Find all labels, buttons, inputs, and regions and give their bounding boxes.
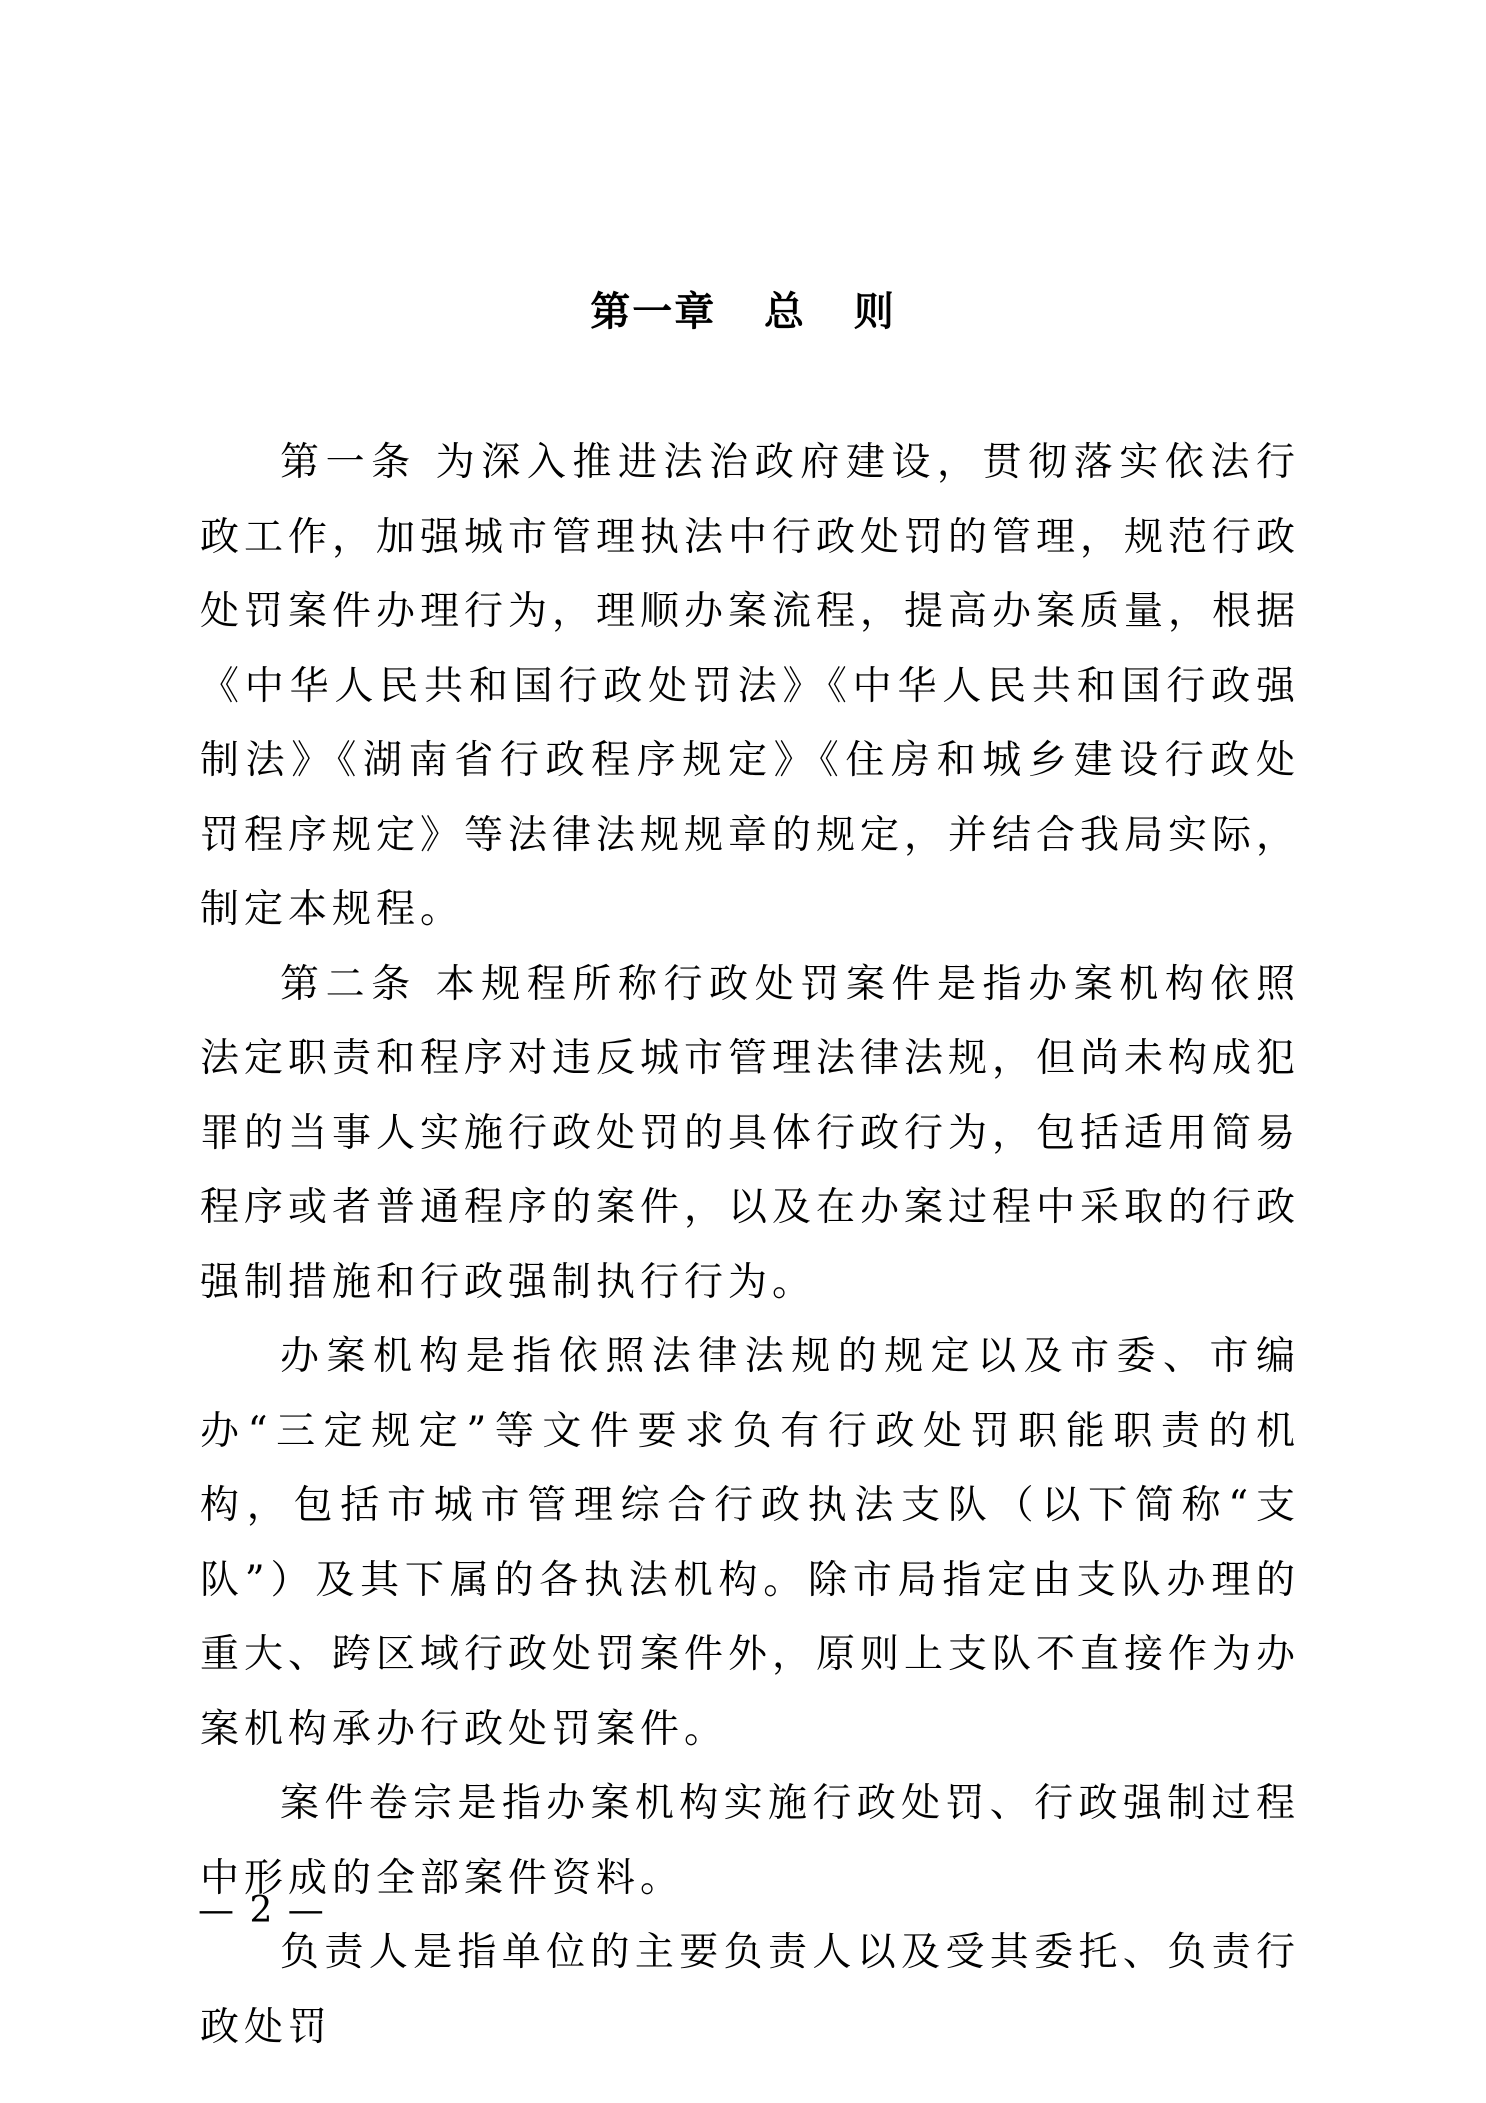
body-text: [200, 426, 1300, 2065]
paragraph-responsible-person: 负责人是指单位的主要负责人以及受其委托、负责行政处罚: [200, 1930, 1300, 2050]
paragraph-case-file: 案件卷宗是指办案机构实施行政处罚、行政强制过程中形成的全部案件资料。: [200, 1781, 1300, 1901]
chapter-title: 第一章 总 则: [590, 288, 896, 335]
paragraph-article-1: 第一条 为深入推进法治政府建设，贯彻落实依法行政工作，加强城市管理执法中行政处罚的管理，规范行政处罚案件办理行为，理顺办案流程，提高办案质量，根据《中华人民共和国行政处罚法》《中华人民共和国行政强制法》《湖南省行政程序规定》《住房和城乡建设行政处罚程序规定》等法律法规规章的规定，并结合我局实际，制定本规程。: [200, 440, 1301, 932]
page-number: — 2 —: [198, 1890, 326, 1931]
paragraph-handling-agency: 办案机构是指依照法律法规的规定以及市委、市编办“三定规定”等文件要求负有行政处罚职能职责的机构，包括市城市管理综合行政执法支队（以下简称“支队”）及其下属的各执法机构。除市局指定由支队办理的重大、跨区域行政处罚案件外，原则上支队不直接作为办案机构承办行政处罚案件。: [200, 1334, 1301, 1752]
paragraph-article-2: 第二条 本规程所称行政处罚案件是指办案机构依照法定职责和程序对违反城市管理法律法规，但尚未构成犯罪的当事人实施行政处罚的具体行政行为，包括适用简易程序或者普通程序的案件，以及在办案过程中采取的行政强制措施和行政强制执行行为。: [200, 961, 1301, 1305]
